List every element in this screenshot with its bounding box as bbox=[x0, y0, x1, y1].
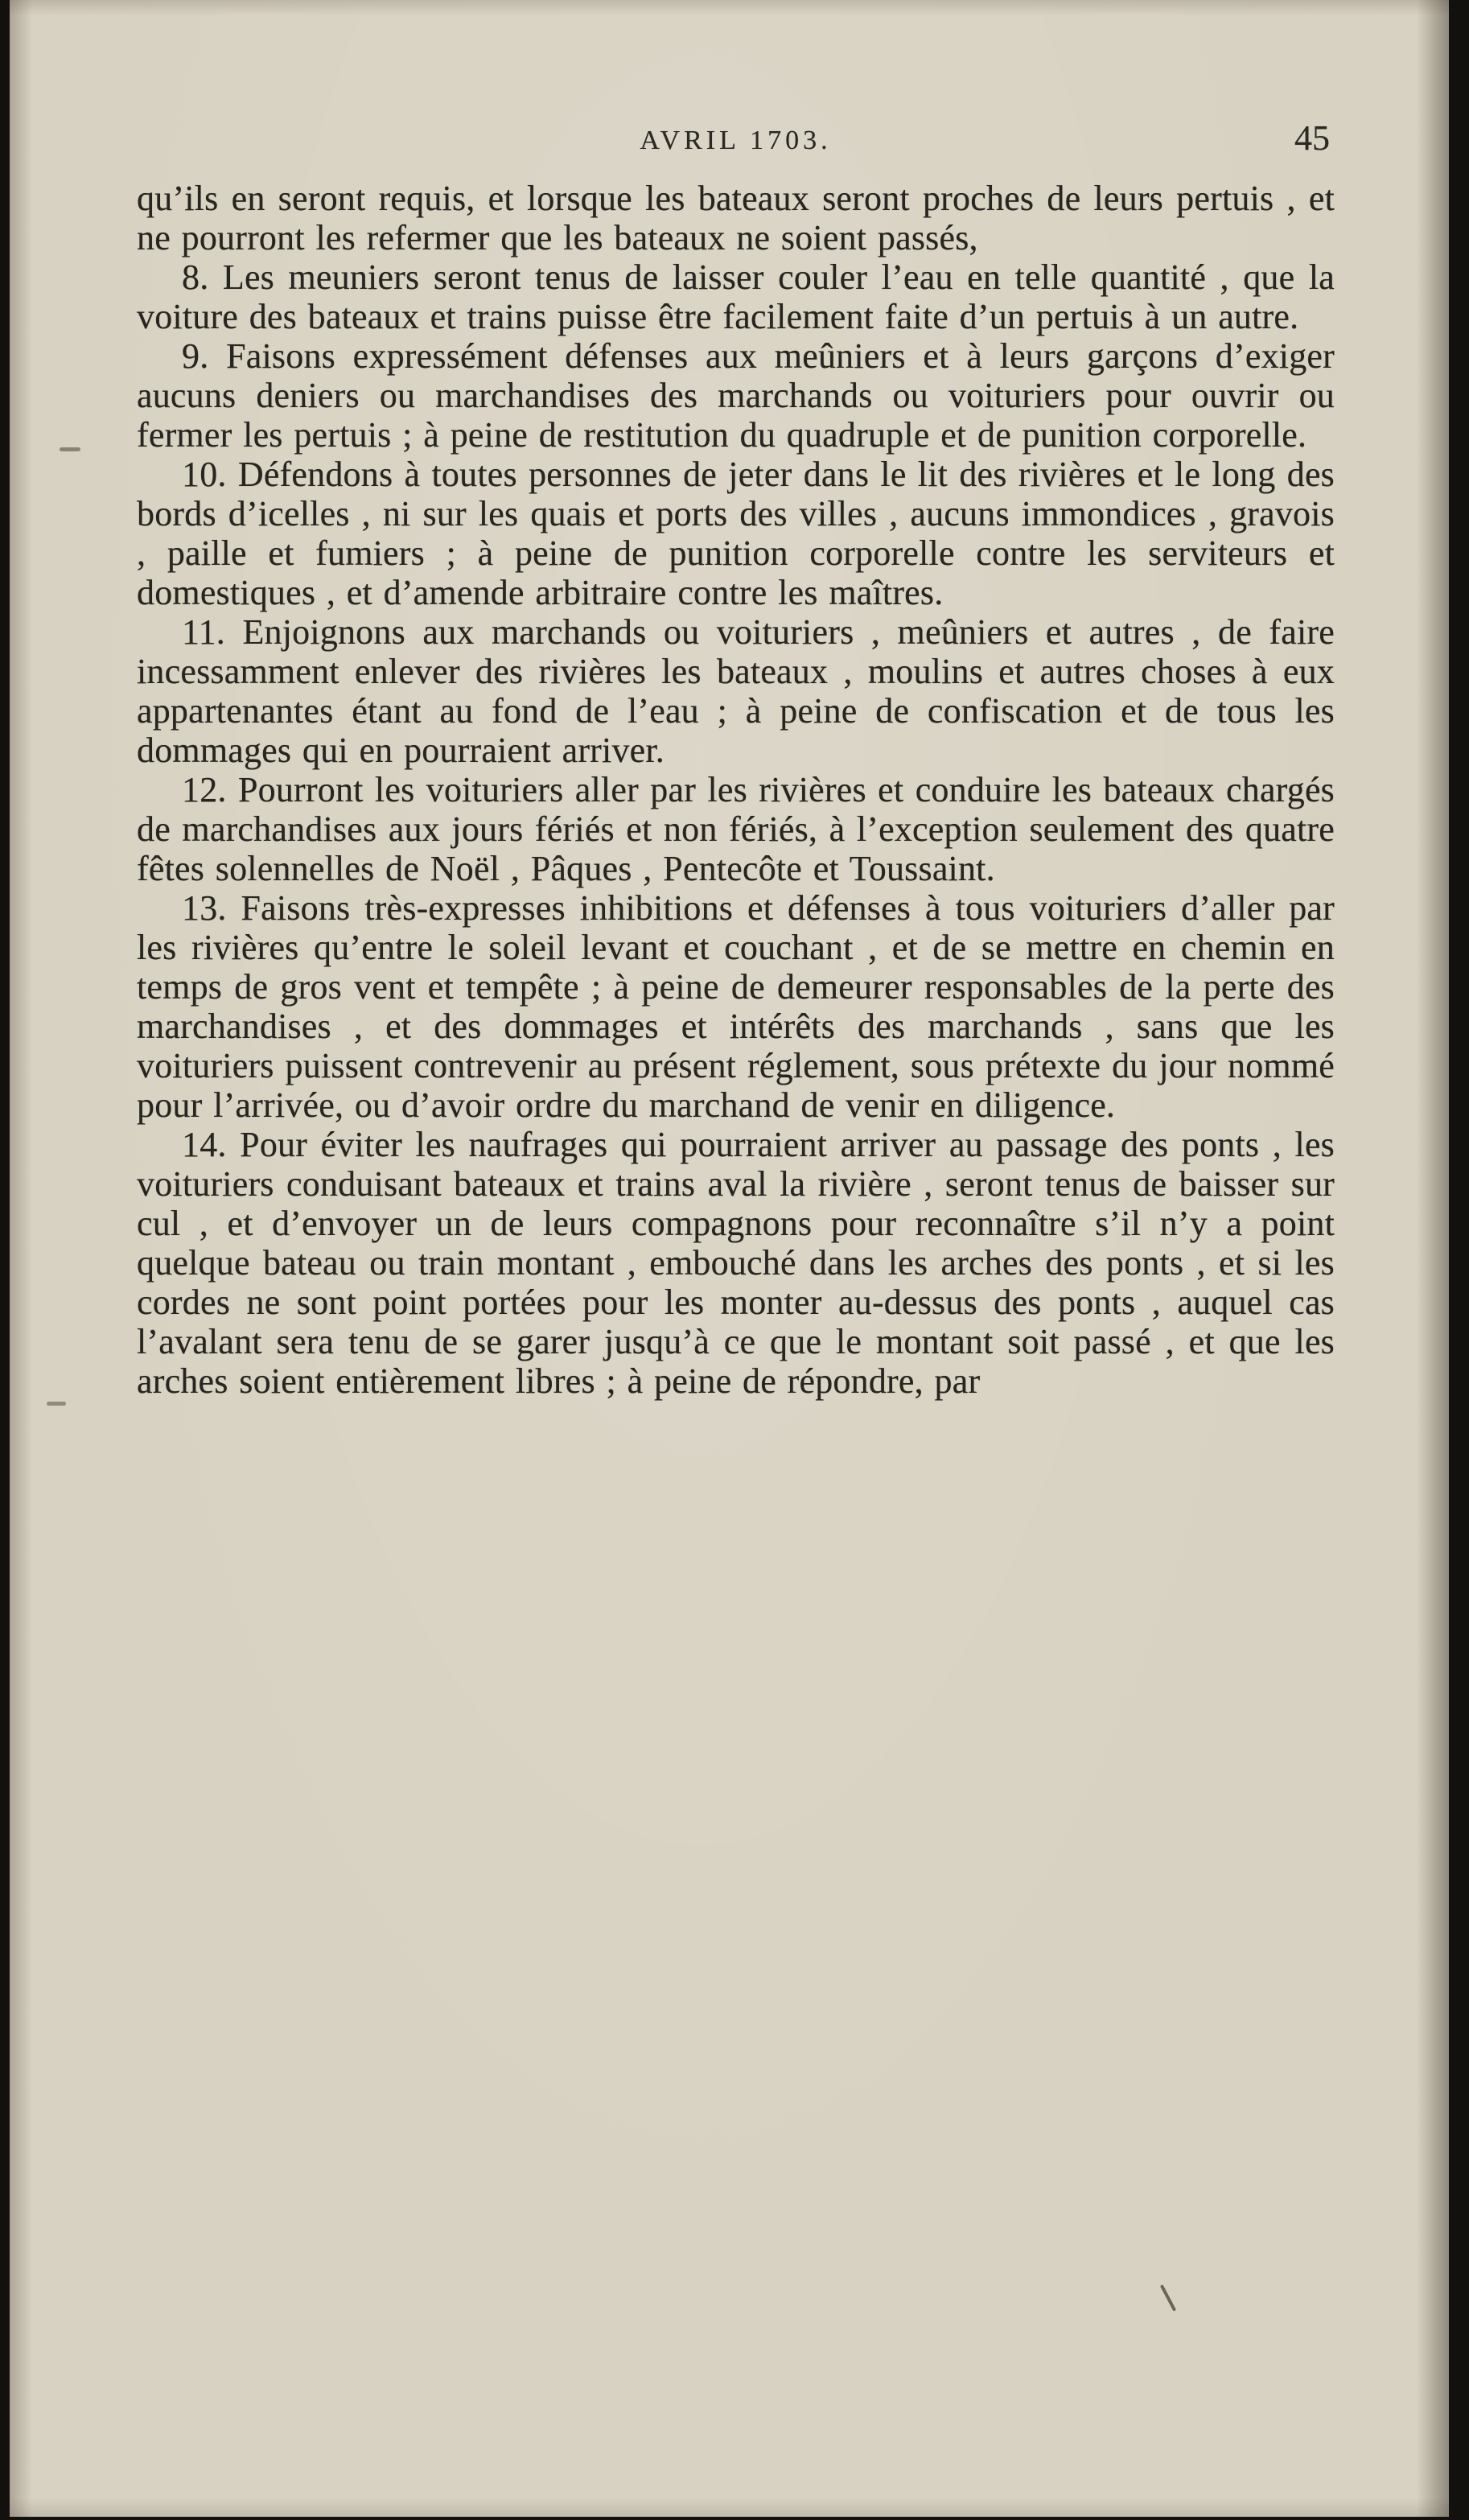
article-12: 12. Pourront les voituriers aller par les rivières et conduire les bateaux chargés de marchandises aux jours fériés et non fériés, à l’exception seulement des quatre fêtes solennelles de Noël , Pâques , Pentecôte et Toussaint. bbox=[137, 770, 1335, 888]
article-8: 8. Les meuniers seront tenus de laisser couler l’eau en telle quantité , que la voiture des bateaux et trains puisse être facilement faite d’un pertuis à un autre. bbox=[137, 257, 1335, 336]
page-header bbox=[137, 118, 1335, 166]
text-block bbox=[137, 179, 1335, 1401]
article-9: 9. Faisons expressément défenses aux meûniers et à leurs garçons d’exiger aucuns deniers ou marchandises des marchands ou voituriers pour ouvrir ou fermer les pertuis ; à peine de restitution du quadruple et de punition corporelle. bbox=[137, 336, 1335, 455]
paragraph-continuation: qu’ils en seront requis, et lorsque les bateaux seront proches de leurs pertuis , et ne pourront les refermer que les bateaux ne soient passés, bbox=[137, 179, 1335, 257]
article-14: 14. Pour éviter les naufrages qui pourraient arriver au passage des ponts , les voituriers conduisant bateaux et trains aval la rivière , seront tenus de baisser sur cul , et d’envoyer un de leurs compagnons pour reconnaître s’il n’y a point quelque bateau ou train montant , embouché dans les arches des ponts , et si les cordes ne sont point portées pour les monter au-dessus des ponts , auquel cas l’avalant sera tenu de se garer jusqu’à ce que le montant soit passé , et que les arches soient entièrement libres ; à peine de répondre, par bbox=[137, 1125, 1335, 1401]
scan-artifact-dash bbox=[47, 1402, 66, 1406]
article-10: 10. Défendons à toutes personnes de jeter dans le lit des rivières et le long des bords d’icelles , ni sur les quais et ports des villes , aucuns immondices , gravois , paille et fumiers ; à peine de punition corporelle contre les serviteurs et domestiques , et d’amende arbitraire contre les maîtres. bbox=[137, 455, 1335, 612]
page-number: 45 bbox=[1294, 118, 1330, 158]
book-page bbox=[10, 0, 1449, 2517]
scan-artifact-mark bbox=[1160, 2284, 1176, 2312]
article-11: 11. Enjoignons aux marchands ou voituriers , meûniers et autres , de faire incessamment enlever des rivières les bateaux , moulins et autres choses à eux appartenantes étant au fond de l’eau ; à peine de confiscation et de tous les dommages qui en pourraient arriver. bbox=[137, 612, 1335, 770]
scan-artifact-dash bbox=[60, 447, 80, 451]
article-13: 13. Faisons très-expresses inhibitions et défenses à tous voituriers d’aller par les rivières qu’entre le soleil levant et couchant , et de se mettre en chemin en temps de gros vent et tempête ; à peine de demeurer responsables de la perte des marchandises , et des dommages et intérêts des marchands , sans que les voituriers puissent contrevenir au présent réglement, sous prétexte du jour nommé pour l’arrivée, ou d’avoir ordre du marchand de venir en diligence. bbox=[137, 888, 1335, 1125]
running-title: AVRIL 1703. bbox=[640, 126, 832, 155]
